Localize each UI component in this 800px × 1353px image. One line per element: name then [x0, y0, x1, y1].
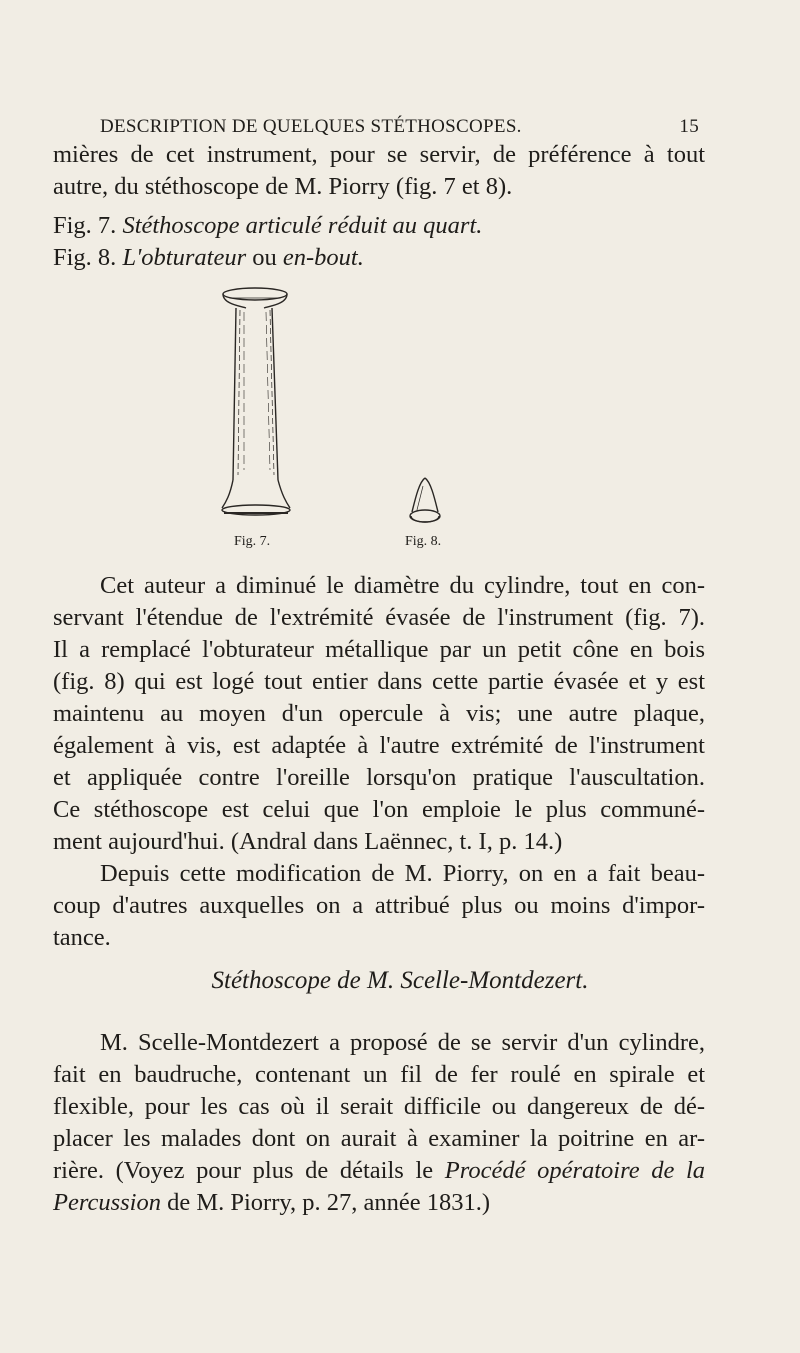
body-line: Il a remplacé l'obturateur métallique par un petit cône en bois	[53, 636, 705, 663]
fig7-caption-text: Stéthoscope articulé réduit au quart.	[122, 212, 483, 239]
body-line: (fig. 8) qui est logé tout entier dans cette partie évasée et y est	[53, 668, 705, 695]
reference-title: Percussion	[53, 1189, 161, 1216]
fig8-label: Fig. 8.	[405, 534, 442, 549]
body-line: et appliquée contre l'oreille lorsqu'on pratique l'auscultation.	[53, 764, 705, 791]
body-line: autre, du stéthoscope de M. Piorry (fig. 7 et 8).	[53, 173, 513, 200]
running-title: DESCRIPTION DE QUELQUES STÉTHOSCOPES.	[100, 116, 522, 137]
body-line-text: rière. (Voyez pour plus de détails le	[53, 1157, 434, 1184]
reference-title: Procédé opératoire de la	[444, 1157, 706, 1184]
body-line: coup d'autres auxquelles on a attribué plus ou moins d'impor-	[53, 892, 705, 919]
body-line: également à vis, est adaptée à l'autre extrémité de l'instrument	[53, 732, 705, 759]
fig7-label: Fig. 7.	[234, 534, 271, 549]
body-line: Depuis cette modification de M. Piorry, on en a fait beau-	[100, 860, 705, 887]
body-line: Ce stéthoscope est celui que l'on emploie le plus communé-	[53, 796, 705, 823]
body-line: tance.	[53, 924, 111, 951]
wooden-cone-plug-icon	[405, 472, 445, 532]
fig8-caption-text: L'obturateur	[122, 244, 247, 271]
body-line: Cet auteur a diminué le diamètre du cylindre, tout en con-	[100, 572, 705, 599]
fig8-caption-end: en-bout.	[282, 244, 364, 271]
fig8-caption-label: Fig. 8.	[53, 244, 117, 271]
fig8-caption-or: ou	[252, 244, 277, 271]
body-line: fait en baudruche, contenant un fil de fer roulé en spirale et	[53, 1061, 705, 1088]
fig7-caption-label: Fig. 7.	[53, 212, 117, 239]
body-line: flexible, pour les cas où il serait difficile ou dangereux de dé-	[53, 1093, 705, 1120]
caption-fig8	[53, 244, 364, 272]
body-line	[53, 1156, 705, 1186]
caption-fig7	[53, 212, 482, 240]
body-line	[53, 1188, 705, 1218]
section-heading: Stéthoscope de M. Scelle-Montdezert.	[211, 967, 589, 994]
body-line: placer les malades dont on aurait à examiner la poitrine en ar-	[53, 1125, 705, 1152]
body-line: maintenu au moyen d'un opercule à vis; une autre plaque,	[53, 700, 705, 727]
body-line: ment aujourd'hui. (Andral dans Laënnec, t. I, p. 14.)	[53, 828, 563, 855]
stethoscope-cylinder-icon	[200, 280, 310, 520]
body-line: servant l'étendue de l'extrémité évasée de l'instrument (fig. 7).	[53, 604, 705, 631]
reference-tail: de M. Piorry, p. 27, année 1831.)	[167, 1189, 491, 1216]
body-line: mières de cet instrument, pour se servir, de préférence à tout	[53, 141, 705, 168]
body-line: M. Scelle-Montdezert a proposé de se servir d'un cylindre,	[100, 1029, 705, 1056]
page-number: 15	[679, 116, 699, 137]
